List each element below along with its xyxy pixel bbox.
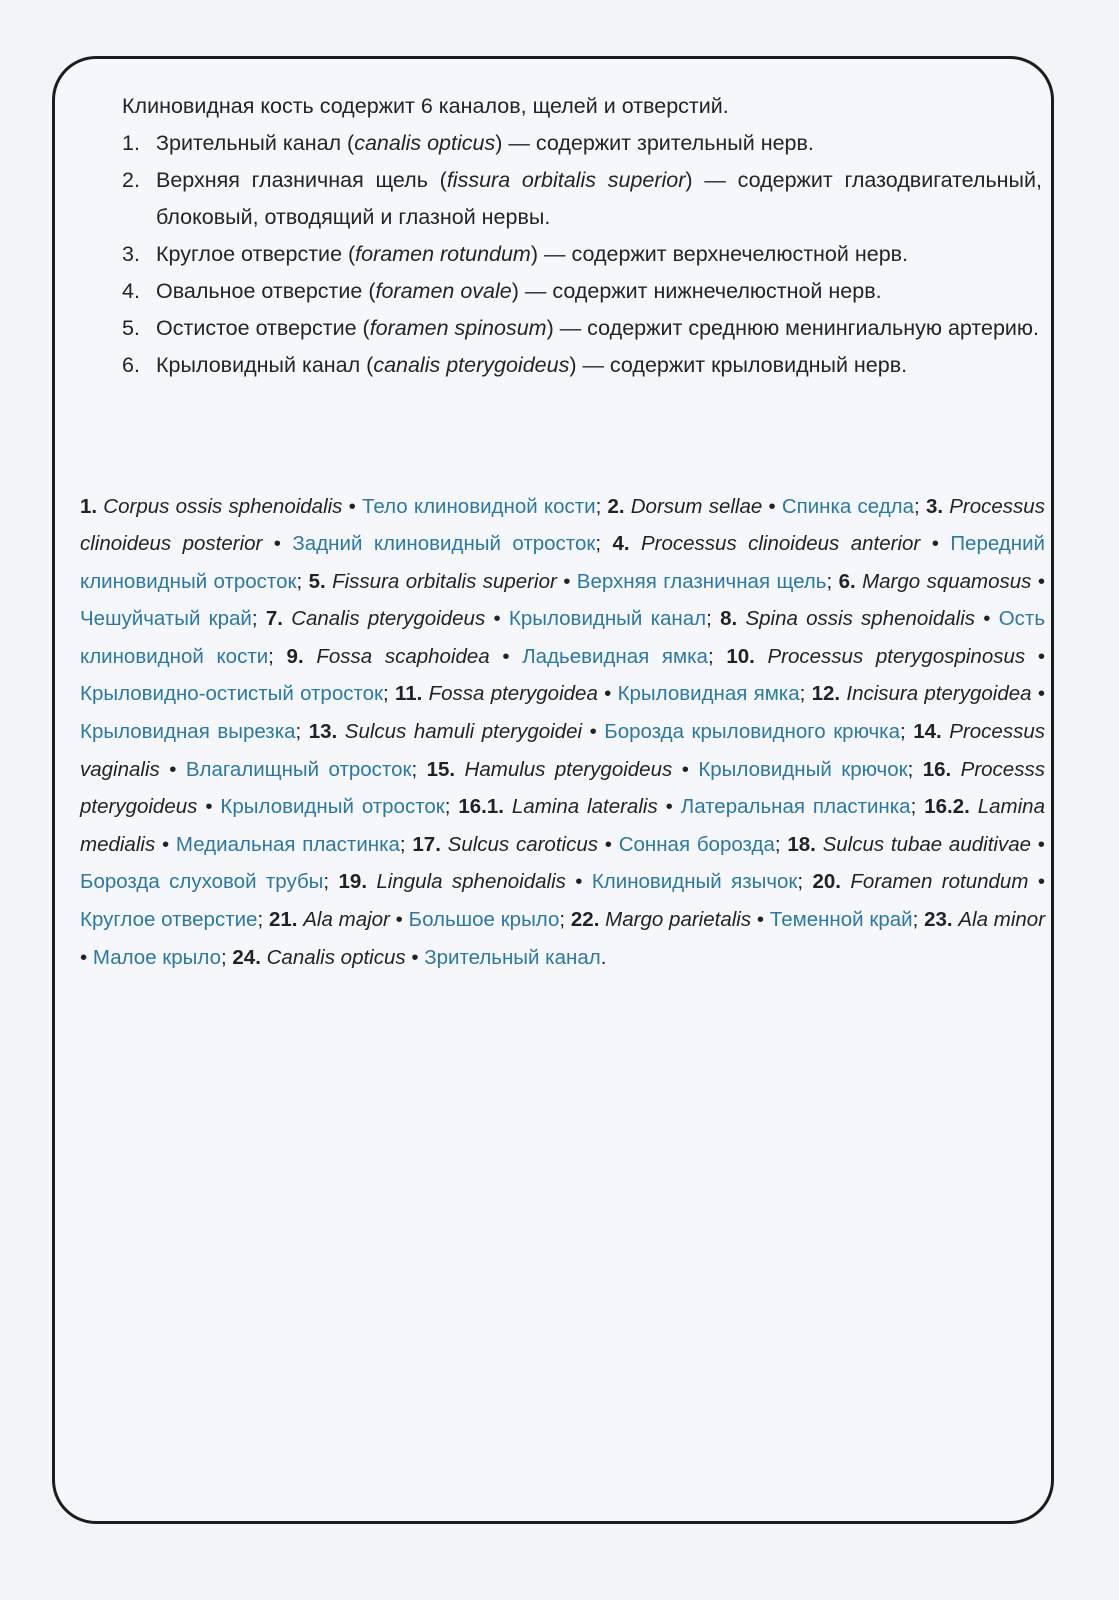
legend-number: 14. (913, 720, 942, 744)
legend-latin-term: Canalis opticus (266, 945, 406, 969)
legend-number: 9. (286, 644, 304, 668)
legend-russian-term: Ладьевидная ямка (522, 644, 708, 668)
legend-separator: • (1037, 569, 1046, 593)
legend-number: 21. (268, 908, 298, 932)
figure-legend (80, 488, 1045, 977)
canal-text (156, 347, 1042, 384)
canal-contents: ) — содержит нижнечелюстной нерв. (511, 279, 882, 303)
legend-number: 18. (787, 832, 816, 856)
legend-latin-term: Lamina lateralis (511, 795, 658, 819)
legend-number: 10. (726, 644, 755, 668)
canal-name: Верхняя глазничная щель ( (156, 168, 447, 192)
canal-text (156, 273, 1042, 310)
legend-latin-term: Margo parietalis (605, 908, 752, 932)
legend-punctuation: ; (914, 494, 920, 518)
legend-punctuation: ; (910, 795, 917, 819)
legend-separator: • (80, 945, 88, 969)
legend-number: 5. (308, 569, 326, 593)
legend-punctuation: ; (251, 607, 258, 631)
legend-latin-term: Sulcus caroticus (447, 832, 598, 856)
legend-separator: • (1037, 832, 1045, 856)
legend-punctuation: . (600, 945, 607, 969)
legend-separator: • (983, 607, 991, 631)
legend-number: 16. (922, 757, 952, 781)
legend-number: 17. (412, 832, 441, 856)
legend-latin-term: Fossa scaphoidea (316, 644, 490, 668)
legend-russian-term: Спинка седла (781, 494, 915, 518)
canal-contents: ) — содержит среднюю менингиальную артерию. (546, 316, 1040, 340)
legend-entry (395, 682, 805, 705)
canal-contents: ) — содержит верхнечелюстной нерв. (530, 242, 909, 266)
legend-latin-term: Processs pterygoideus (80, 757, 1045, 819)
legend-number: 20. (812, 870, 841, 894)
legend-latin-term: Lingula sphenoidalis (376, 870, 566, 894)
legend-latin-term: Corpus ossis sphenoidalis (103, 494, 343, 518)
legend-separator: • (575, 870, 583, 894)
legend-punctuation: ; (907, 757, 914, 781)
canal-number: 6. (122, 353, 140, 377)
legend-russian-term: Зрительный канал (424, 945, 601, 969)
legend-entry (458, 795, 916, 818)
legend-separator: • (161, 832, 170, 856)
legend-number: 24. (232, 945, 261, 969)
canal-item (122, 310, 1042, 347)
canal-latin-name: foramen spinosum (369, 316, 547, 340)
legend-russian-term: Чешуйчатый край (80, 607, 252, 631)
legend-russian-term: Теменной край (769, 908, 913, 932)
legend-separator: • (604, 682, 612, 706)
legend-russian-term: Ость клиновидной кости (80, 607, 1045, 668)
legend-punctuation: ; (221, 945, 227, 969)
legend-separator: • (273, 532, 281, 556)
legend-punctuation: ; (799, 682, 806, 706)
canal-item (122, 273, 1042, 310)
legend-entry (287, 645, 714, 668)
legend-number: 16.2. (924, 795, 970, 819)
canal-latin-name: fissura orbitalis superior (446, 168, 686, 192)
legend-latin-term: Fossa pterygoidea (428, 682, 598, 706)
canal-name: Зрительный канал ( (156, 131, 355, 155)
legend-number: 23. (924, 908, 953, 932)
canals-list (122, 125, 1042, 384)
legend-separator: • (665, 795, 673, 819)
canal-contents: ) — содержит глазодвигательный, блоковый, отводящий и глазной нервы. (156, 168, 1042, 229)
legend-punctuation: ; (774, 832, 781, 856)
legend-latin-term: Processus pterygospinosus (767, 644, 1026, 668)
legend-entry (412, 833, 780, 856)
legend-punctuation: ; (295, 720, 302, 744)
legend-russian-term: Крыловидный крючок (698, 757, 908, 781)
legend-entry (232, 946, 606, 969)
canal-name: Крыловидный канал ( (156, 353, 374, 377)
legend-russian-term: Задний клиновидный отросток (292, 532, 596, 556)
legend-punctuation: ; (444, 795, 451, 819)
legend-separator: • (756, 908, 765, 932)
legend-entry (309, 570, 833, 593)
legend-separator: • (589, 720, 597, 744)
legend-russian-term: Крыловидно-остистый отросток (80, 682, 384, 706)
legend-russian-term: Крыловидный канал (508, 607, 707, 631)
legend-russian-term: Медиальная пластинка (175, 832, 400, 856)
legend-latin-term: Ala major (303, 908, 390, 932)
legend-russian-term: Клиновидный язычок (591, 870, 798, 894)
legend-separator: • (205, 795, 213, 819)
canal-name: Остистое отверстие ( (156, 316, 370, 340)
legend-entry (571, 908, 918, 931)
legend-latin-term: Spina ossis sphenoidalis (745, 607, 976, 631)
legend-number: 13. (308, 720, 338, 744)
legend-separator: • (348, 494, 356, 518)
legend-number: 12. (811, 682, 841, 706)
legend-number: 11. (394, 682, 423, 706)
canal-number: 4. (122, 279, 140, 303)
legend-punctuation: ; (559, 908, 566, 932)
canal-latin-name: foramen rotundum (355, 242, 531, 266)
legend-number: 8. (720, 607, 738, 631)
legend-punctuation: ; (399, 832, 406, 856)
legend-number: 2. (607, 494, 625, 518)
legend-latin-term: Margo squamosus (862, 569, 1032, 593)
legend-number: 16.1. (458, 795, 504, 819)
legend-punctuation: ; (296, 569, 303, 593)
legend-number: 7. (265, 607, 283, 631)
canals-heading: Клиновидная кость содержит 6 каналов, щелей и отверстий. (122, 94, 729, 118)
legend-number: 1. (80, 494, 98, 518)
legend-latin-term: Hamulus pterygoideus (464, 757, 673, 781)
legend-punctuation: ; (900, 720, 906, 744)
legend-separator: • (493, 607, 501, 631)
legend-separator: • (563, 569, 571, 593)
legend-entry (427, 758, 914, 781)
legend-russian-term: Тело клиновидной кости (362, 494, 596, 518)
legend-russian-term: Большое крыло (408, 908, 560, 932)
legend-punctuation: ; (595, 494, 602, 518)
legend-russian-term: Борозда крыловидного крючка (604, 720, 901, 744)
canal-latin-name: canalis opticus (354, 131, 496, 155)
canal-latin-name: foramen ovale (375, 279, 512, 303)
legend-number: 3. (925, 494, 944, 518)
legend-separator: • (1037, 870, 1045, 894)
legend-separator: • (1037, 644, 1045, 668)
legend-latin-term: Processus clinoideus anterior (641, 532, 921, 556)
legend-number: 6. (838, 569, 856, 593)
canal-contents: ) — содержит крыловидный нерв. (569, 353, 908, 377)
legend-latin-term: Foramen rotundum (850, 870, 1029, 894)
canal-item (122, 347, 1042, 384)
legend-separator: • (681, 757, 689, 781)
legend-latin-term: Lamina medialis (80, 795, 1045, 856)
legend-russian-term: Крыловидная вырезка (80, 720, 296, 744)
legend-entry (269, 908, 565, 931)
legend-separator: • (395, 908, 403, 932)
legend-russian-term: Сонная борозда (618, 832, 775, 856)
legend-latin-term: Canalis pterygoideus (291, 607, 486, 631)
legend-punctuation: ; (706, 607, 712, 631)
legend-separator: • (502, 644, 510, 668)
legend-latin-term: Processus vaginalis (80, 720, 1045, 781)
canal-item (122, 236, 1042, 273)
canal-text (156, 236, 1042, 273)
legend-separator: • (604, 832, 612, 856)
legend-latin-term: Sulcus hamuli pterygoidei (344, 720, 583, 744)
canal-number: 5. (122, 316, 140, 340)
legend-punctuation: ; (826, 569, 833, 593)
canal-name: Овальное отверстие ( (156, 279, 376, 303)
legend-russian-term: Верхняя глазничная щель (576, 569, 827, 593)
legend-number: 22. (570, 908, 600, 932)
legend-russian-term: Малое крыло (92, 945, 221, 969)
legend-latin-term: Sulcus tubae auditivae (822, 832, 1031, 856)
legend-punctuation: ; (595, 532, 602, 556)
legend-punctuation: ; (323, 870, 330, 894)
legend-latin-term: Fissura orbitalis superior (332, 569, 557, 593)
legend-number: 15. (426, 757, 456, 781)
legend-number: 4. (612, 532, 630, 556)
canal-item (122, 162, 1042, 236)
legend-russian-term: Латеральная пластинка (680, 795, 911, 819)
legend-separator: • (411, 945, 419, 969)
legend-entry (339, 870, 804, 893)
canal-latin-name: canalis pterygoideus (373, 353, 570, 377)
canal-name: Круглое отверстие ( (156, 242, 356, 266)
legend-separator: • (768, 494, 776, 518)
canal-contents: ) — содержит зрительный нерв. (495, 131, 814, 155)
legend-latin-term: Ala minor (958, 908, 1046, 932)
canal-text (156, 310, 1042, 347)
legend-separator: • (169, 757, 177, 781)
legend-entry (309, 720, 906, 743)
legend-russian-term: Влагалищный отросток (185, 757, 412, 781)
legend-separator: • (1037, 682, 1045, 706)
legend-russian-term: Борозда слуховой трубы (80, 870, 324, 894)
legend-punctuation: ; (257, 908, 264, 932)
legend-russian-term: Передний клиновидный отросток (80, 532, 1045, 593)
canal-number: 3. (122, 242, 140, 266)
legend-entry (80, 495, 601, 518)
legend-entry (266, 607, 712, 630)
canals-intro (122, 88, 1042, 384)
legend-latin-term: Dorsum sellae (630, 494, 763, 518)
canal-text (156, 162, 1042, 236)
canal-number: 1. (122, 131, 140, 155)
legend-punctuation: ; (707, 644, 714, 668)
legend-entry (607, 495, 919, 518)
legend-russian-term: Круглое отверстие (80, 908, 258, 932)
canal-item (122, 125, 1042, 162)
legend-punctuation: ; (411, 757, 418, 781)
legend-latin-term: Processus clinoideus posterior (80, 494, 1045, 556)
legend-punctuation: ; (797, 870, 804, 894)
legend-latin-term: Incisura pterygoidea (846, 682, 1032, 706)
legend-separator: • (931, 532, 939, 556)
legend-punctuation: ; (268, 644, 274, 668)
legend-punctuation: ; (912, 908, 919, 932)
legend-russian-term: Крыловидная ямка (617, 682, 800, 706)
legend-punctuation: ; (383, 682, 389, 706)
legend-number: 19. (338, 870, 368, 894)
canal-text (156, 125, 1042, 162)
legend-russian-term: Крыловидный отросток (220, 795, 445, 819)
canal-number: 2. (122, 168, 140, 192)
